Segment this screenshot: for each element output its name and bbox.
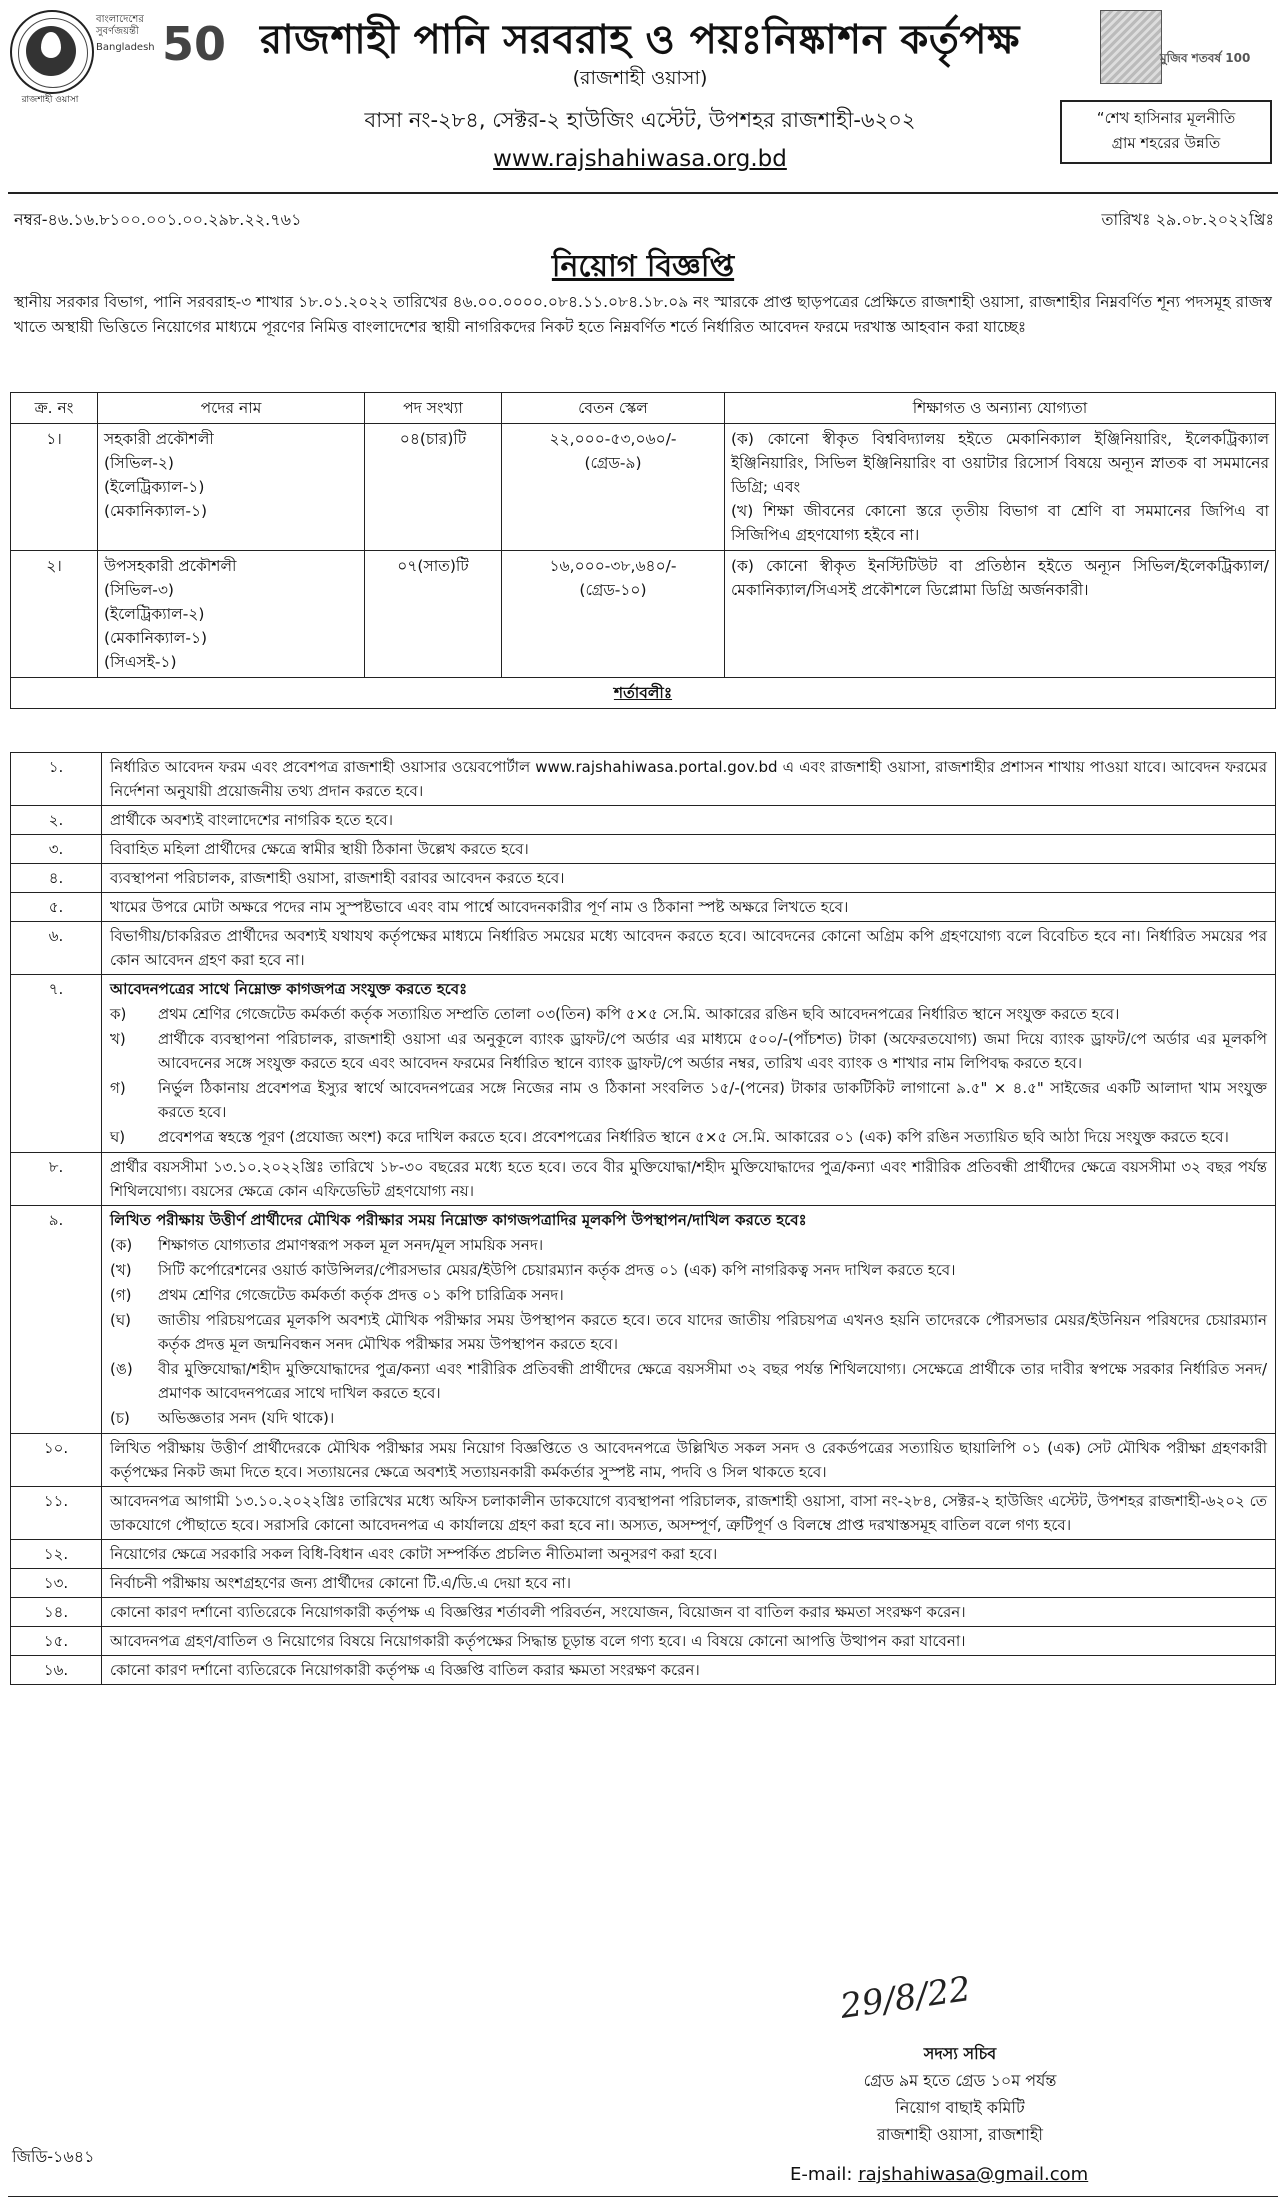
condition-text: নির্ধারিত আবেদন ফরম এবং প্রবেশপত্র রাজশাহী ওয়াসার ওয়েবপোর্টাল www.rajshahiwasa.portal.gov.bd এ এবং রাজশাহী ওয়াসা, রাজশাহীর প্রশাসন শাখায় পাওয়া যাবে। আবেদন ফরমের নির্দেশনা অনুযায়ী প্রয়োজনীয় তথ্য প্রদান করতে হবে। — [110, 758, 1267, 800]
sub-item-label: (গ) — [110, 1286, 132, 1304]
conditions-table — [10, 752, 1276, 1685]
header-divider — [8, 192, 1278, 194]
condition-row — [11, 1434, 1276, 1487]
page-bottom-border — [8, 2196, 1278, 2197]
table-row — [11, 424, 1276, 551]
condition-sub-item — [110, 1076, 1267, 1124]
condition-sub-item — [110, 1125, 1267, 1149]
post-sub: (মেকানিক্যাল-১) — [104, 629, 208, 647]
grade: (গ্রেড-১০) — [579, 581, 647, 599]
post-name: উপসহকারী প্রকৌশলী — [104, 557, 237, 575]
condition-text: কোনো কারণ দর্শানো ব্যতিরেকে নিয়োগকারী কর্তৃপক্ষ এ বিজ্ঞপ্তির শর্তাবলী পরিবর্তন, সংযোজন, বিয়োজন বা বাতিল করার ক্ষমতা সংরক্ষণ করেন। — [110, 1603, 966, 1621]
sub-item-text: সিটি কর্পোরেশনের ওয়ার্ড কাউন্সিলর/পৌরসভার মেয়র/ইউপি চেয়ারম্যান কর্তৃক প্রদত্ত ০১ (এক) কপি নাগরিকত্ব সনদ দাখিল করতে হবে। — [158, 1261, 956, 1279]
condition-number: ১৫. — [11, 1627, 102, 1656]
post-sub: (মেকানিক্যাল-১) — [104, 502, 208, 520]
condition-sub-item — [110, 1233, 1267, 1257]
condition-sub-item — [110, 1002, 1267, 1026]
post-sub: (সিভিল-২) — [104, 454, 174, 472]
sub-item-label: ক) — [110, 1005, 127, 1023]
condition-row — [11, 1487, 1276, 1540]
sub-item-label: (ঙ) — [110, 1360, 133, 1378]
col-post-count: পদ সংখ্যা — [365, 393, 502, 424]
condition-row — [11, 1656, 1276, 1685]
condition-row — [11, 975, 1276, 1153]
condition-row — [11, 753, 1276, 806]
condition-sub-item — [110, 1406, 1267, 1430]
org-name: রাজশাহী পানি সরবরাহ ও পয়ঃনিষ্কাশন কর্তৃপক্ষ — [260, 17, 1020, 63]
post-name: সহকারী প্রকৌশলী — [104, 430, 214, 448]
jubilee-number: 50 — [162, 17, 227, 71]
org-address: বাসা নং-২৮৪, সেক্টর-২ হাউজিং এস্টেট, উপশহর রাজশাহী-৬২০২ — [364, 108, 916, 132]
condition-cell — [102, 1598, 1276, 1627]
gd-number: জিডি-১৬৪১ — [12, 2147, 95, 2166]
conditions-body — [11, 753, 1276, 1685]
condition-row — [11, 835, 1276, 864]
sub-item-label: (ঘ) — [110, 1311, 131, 1329]
condition-number: ১০. — [11, 1434, 102, 1487]
condition-text: প্রার্থীকে অবশ্যই বাংলাদেশের নাগরিক হতে হবে। — [110, 811, 393, 829]
intro-paragraph: স্থানীয় সরকার বিভাগ, পানি সরবরাহ-৩ শাখার ১৮.০১.২০২২ তারিখের ৪৬.০০.০০০০.০৮৪.১১.০৮৪.১৮.০৯ নং স্মারকে প্রাপ্ত ছাড়পত্রের প্রেক্ষিতে রাজশাহী ওয়াসা, রাজশাহীর নিম্নবর্ণিত শূন্য পদসমূহ রাজস্ব খাতে অস্থায়ী ভিত্তিতে নিয়োগের মাধ্যমে পূরণের নিমিত্ত বাংলাদেশের স্থায়ী নাগরিকদের নিকট হতে নিম্নবর্ণিত শর্তে নির্ধারিত আবেদন ফরমে দরখাস্ত আহবান করা যাচ্ছেঃ — [14, 293, 1272, 336]
condition-number: ৪. — [11, 864, 102, 893]
condition-cell — [102, 835, 1276, 864]
row-sl: ২। — [11, 551, 98, 678]
condition-cell — [102, 1206, 1276, 1434]
condition-sub-item — [110, 1308, 1267, 1356]
condition-number: ৬. — [11, 922, 102, 975]
qualification-cell — [725, 424, 1276, 551]
sub-item-text: জাতীয় পরিচয়পত্রের মূলকপি অবশ্যই মৌখিক পরীক্ষার সময় উপস্থাপন করতে হবে। তবে যাদের জাতীয় পরিচয়পত্র এখনও হয়নি তাদেরকে পৌরসভার মেয়র/ইউনিয়ন পরিষদের চেয়ারম্যান কর্তৃক প্রদত্ত মূল জন্মনিবন্ধন সনদ মৌখিক পরীক্ষার সময় উপস্থাপন করতে হবে। — [158, 1311, 1268, 1353]
condition-row — [11, 1206, 1276, 1434]
col-sl: ক্র. নং — [11, 393, 98, 424]
post-count: ০৪(চার)টি — [365, 424, 502, 551]
condition-sub-item — [110, 1357, 1267, 1405]
post-sub: (সিএসই-১) — [104, 653, 177, 671]
condition-sub-item — [110, 1027, 1267, 1075]
sub-item-text: প্রবেশপত্র স্বহস্তে পূরণ (প্রযোজ্য অংশ) করে দাখিল করতে হবে। প্রবেশপত্রের নির্ধারিত স্থানে ৫×৫ সে.মি. আকারের ০১ (এক) কপি রঙিন সত্যায়িত ছবি আঠা দিয়ে সংযুক্ত করতে হবে। — [158, 1128, 1229, 1146]
condition-sub-item — [110, 1258, 1267, 1282]
condition-cell — [102, 806, 1276, 835]
condition-text: ব্যবস্থাপনা পরিচালক, রাজশাহী ওয়াসা, রাজশাহী বরাবর আবেদন করতে হবে। — [110, 869, 565, 887]
signatory-line-1: গ্রেড ৯ম হতে গ্রেড ১০ম পর্যন্ত — [863, 2071, 1057, 2090]
post-name-cell — [98, 424, 365, 551]
qualification-item: (খ) শিক্ষা জীবনের কোনো স্তরে তৃতীয় বিভাগ বা শ্রেণি বা সমমানের জিপিএ বা সিজিপিএ গ্রহণযোগ্য হইবে না। — [731, 502, 1269, 544]
condition-row — [11, 1598, 1276, 1627]
condition-row — [11, 1540, 1276, 1569]
conditions-title: শর্তাবলীঃ — [11, 678, 1276, 709]
pay-scale: ১৬,০০০-৩৮,৬৪০/- — [549, 557, 677, 575]
jubilee-caption: বাংলাদেশের সুবর্ণজয়ন্তী — [96, 14, 144, 37]
condition-number: ১. — [11, 753, 102, 806]
condition-text: বিভাগীয়/চাকরিরত প্রার্থীদের অবশ্যই যথাযথ কর্তৃপক্ষের মাধ্যমে নির্ধারিত সময়ের মধ্যে আবেদন করতে হবে। আবেদনের কোনো অগ্রিম কপি গ্রহণযোগ্য বলে বিবেচিত হবে না। নির্ধারিত সময়ের পর কোন আবেদন গ্রহণ করা হবে না। — [110, 927, 1267, 969]
post-sub: (ইলেট্রিক্যাল-১) — [104, 478, 205, 496]
sub-item-label: (চ) — [110, 1409, 130, 1427]
condition-number: ৯. — [11, 1206, 102, 1434]
org-website[interactable]: www.rajshahiwasa.org.bd — [493, 146, 787, 172]
condition-cell — [102, 1487, 1276, 1540]
condition-number: ১৪. — [11, 1598, 102, 1627]
condition-text: লিখিত পরীক্ষায় উত্তীর্ণ প্রার্থীদের মৌখিক পরীক্ষার সময় নিম্নোক্ত কাগজপত্রাদির মূলকপি উপস্থাপন/দাখিল করতে হবেঃ — [110, 1211, 807, 1229]
conditions-title-row — [11, 678, 1276, 709]
condition-cell — [102, 1153, 1276, 1206]
condition-text: প্রার্থীর বয়সসীমা ১৩.১০.২০২২খ্রিঃ তারিখে ১৮-৩০ বছরের মধ্যে হতে হবে। তবে বীর মুক্তিযোদ্ধা/শহীদ মুক্তিযোদ্ধাদের পুত্র/কন্যা এবং শারীরিক প্রতিবন্ধী প্রার্থীদের ক্ষেত্রে বয়সসীমা ৩২ বছর পর্যন্ত শিথিলযোগ্য। বয়সের ক্ষেত্রে কোন এফিডেভিট গ্রহণযোগ্য নয়। — [110, 1158, 1267, 1200]
condition-cell — [102, 1627, 1276, 1656]
condition-text: বিবাহিত মহিলা প্রার্থীদের ক্ষেত্রে স্বামীর স্থায়ী ঠিকানা উল্লেখ করতে হবে। — [110, 840, 529, 858]
sub-item-text: প্রার্থীকে ব্যবস্থাপনা পরিচালক, রাজশাহী ওয়াসা এর অনুকূলে ব্যাংক ড্রাফট/পে অর্ডার এর মাধ্যমে ৫০০/-(পাঁচশত) টাকা (অফেরতযোগ্য) জমা দিয়ে ব্যাংক ড্রাফট/পে অর্ডার এর মূলকপি আবেদনের সঙ্গে সংযুক্ত করতে হবে এবং আবেদন ফরমের নির্ধারিত স্থানে ব্যাংক ড্রাফট/পে অর্ডার নম্বর, তারিখ এবং ব্যাংক ও শাখার নাম লিপিবদ্ধ করতে হবে। — [158, 1030, 1267, 1072]
condition-number: ৫. — [11, 893, 102, 922]
condition-row — [11, 922, 1276, 975]
col-qualification: শিক্ষাগত ও অন্যান্য যোগ্যতা — [725, 393, 1276, 424]
post-count: ০৭(সাত)টি — [365, 551, 502, 678]
condition-cell — [102, 975, 1276, 1153]
condition-text: আবেদনপত্র আগামী ১৩.১০.২০২২খ্রিঃ তারিখের মধ্যে অফিস চলাকালীন ডাকযোগে ব্যবস্থাপনা পরিচালক, রাজশাহী ওয়াসা, বাসা নং-২৮৪, সেক্টর-২ হাউজিং এস্টেট, উপশহর রাজশাহী-৬২০২ তে ডাকযোগে পৌছাতে হবে। সরাসরি কোনো আবেদনপত্র এ কার্যালয়ে গ্রহণ করা হবে না। অস্যত, অসম্পূর্ণ, ত্রুটিপূর্ণ ও বিলম্বে প্রাপ্ত দরখাস্তসমূহ বাতিল বলে গণ্য হবে। — [110, 1492, 1267, 1534]
slogan-line-2: গ্রাম শহরের উন্নতি — [1111, 134, 1221, 152]
post-sub: (সিভিল-৩) — [104, 581, 174, 599]
condition-text: লিখিত পরীক্ষায় উত্তীর্ণ প্রার্থীদেরকে মৌখিক পরীক্ষার সময় নিয়োগ বিজ্ঞপ্তিতে ও আবেদনপত্রে উল্লিখিত সকল সনদ ও রেকর্ডপত্রের সত্যায়িত ছায়ালিপি ০১ (এক) সেট মৌখিক পরীক্ষা গ্রহণকারী কর্তৃপক্ষের নিকট জমা দিতে হবে। সত্যায়নের ক্ষেত্রে অবশ্যই সত্যায়নকারী কর্মকর্তার সুস্পষ্ট নাম, পদবি ও সিল থাকতে হবে। — [110, 1439, 1267, 1481]
condition-number: ১৬. — [11, 1656, 102, 1685]
condition-number: ১২. — [11, 1540, 102, 1569]
condition-row — [11, 1627, 1276, 1656]
qualification-item: (ক) কোনো স্বীকৃত বিশ্ববিদ্যালয় হইতে মেকানিক্যাল ইঞ্জিনিয়ারিং, ইলেকট্রিক্যাল ইঞ্জিনিয়ারিং, সিভিল ইঞ্জিনিয়ারিং বা ওয়াটার রিসোর্স বিষয়ে অন্যূন স্নাতক বা সমমানের ডিগ্রি; এবং — [731, 430, 1269, 496]
slogan-line-1: “শেখ হাসিনার মূলনীতি — [1096, 109, 1236, 127]
condition-number: ৩. — [11, 835, 102, 864]
table-row — [11, 551, 1276, 678]
condition-text: আবেদনপত্রের সাথে নিম্নোক্ত কাগজপত্র সংযুক্ত করতে হবেঃ — [110, 980, 468, 998]
posts-header-row — [11, 393, 1276, 424]
condition-number: ৮. — [11, 1153, 102, 1206]
condition-number: ২. — [11, 806, 102, 835]
condition-cell — [102, 1656, 1276, 1685]
email-line — [790, 2164, 1088, 2185]
condition-text: কোনো কারণ দর্শানো ব্যতিরেকে নিয়োগকারী কর্তৃপক্ষ এ বিজ্ঞপ্তি বাতিল করার ক্ষমতা সংরক্ষণ করেন। — [110, 1661, 700, 1679]
condition-row — [11, 893, 1276, 922]
condition-number: ৭. — [11, 975, 102, 1153]
sub-item-label: খ) — [110, 1030, 126, 1048]
condition-cell — [102, 1540, 1276, 1569]
wasa-logo-caption: রাজশাহী ওয়াসা — [21, 95, 79, 105]
condition-row — [11, 1153, 1276, 1206]
signatory-line-3: রাজশাহী ওয়াসা, রাজশাহী — [877, 2125, 1043, 2144]
email-link[interactable]: rajshahiwasa@gmail.com — [858, 2164, 1089, 2185]
condition-cell — [102, 864, 1276, 893]
condition-row — [11, 864, 1276, 893]
col-pay-scale: বেতন স্কেল — [502, 393, 725, 424]
post-name-cell — [98, 551, 365, 678]
golden-jubilee-logo — [96, 8, 246, 98]
sub-item-text: অভিজ্ঞতার সনদ (যদি থাকে)। — [158, 1409, 335, 1427]
signatory-line-2: নিয়োগ বাছাই কমিটি — [895, 2098, 1025, 2117]
signatory-title: সদস্য সচিব — [923, 2044, 997, 2063]
signature-block — [790, 2040, 1130, 2148]
condition-cell — [102, 1569, 1276, 1598]
row-sl: ১। — [11, 424, 98, 551]
sub-item-text: প্রথম শ্রেণির গেজেটেড কর্মকর্তা কর্তৃক প্রদত্ত ০১ কপি চারিত্রিক সনদ। — [158, 1286, 564, 1304]
condition-row — [11, 806, 1276, 835]
condition-cell — [102, 893, 1276, 922]
sub-item-text: বীর মুক্তিযোদ্ধা/শহীদ মুক্তিযোদ্ধাদের পুত্র/কন্যা এবং শারীরিক প্রতিবন্ধী প্রার্থীদের ক্ষেত্রে বয়সসীমা ৩২ বছর পর্যন্ত শিথিলযোগ্য। সেক্ষেত্রে প্রার্থীকে তার দাবীর স্বপক্ষে সরকার নির্ধারিত সনদ/প্রমাণক আবেদনপত্রের সাথে দাখিল করতে হবে। — [158, 1360, 1267, 1402]
sub-item-label: ঘ) — [110, 1128, 126, 1146]
qualification-item: (ক) কোনো স্বীকৃত ইনস্টিটিউট বা প্রতিষ্ঠান হইতে অন্যূন সিভিল/ইলেকট্রিক্যাল/মেকানিক্যাল/সিএসই প্রকৌশলে ডিপ্লোমা ডিগ্রি অর্জনকারী। — [731, 557, 1269, 599]
sub-item-label: গ) — [110, 1079, 126, 1097]
condition-number: ১৩. — [11, 1569, 102, 1598]
condition-row — [11, 1569, 1276, 1598]
sub-item-label: (খ) — [110, 1261, 132, 1279]
pay-scale-cell — [502, 551, 725, 678]
notice-date: তারিখঃ ২৯.০৮.২০২২খ্রিঃ — [1101, 210, 1274, 229]
portrait-image — [1100, 10, 1162, 84]
pay-scale: ২২,০০০-৫৩,০৬০/- — [549, 430, 677, 448]
slogan-box — [1060, 100, 1272, 164]
condition-text: নিয়োগের ক্ষেত্রে সরকারি সকল বিধি-বিধান এবং কোটা সম্পর্কিত প্রচলিত নীতিমালা অনুসরণ করা হবে। — [110, 1545, 718, 1563]
condition-number: ১১. — [11, 1487, 102, 1540]
email-label: E-mail: — [790, 2164, 853, 2185]
condition-cell — [102, 922, 1276, 975]
condition-text: নির্বাচনী পরীক্ষায় অংশগ্রহণের জন্য প্রার্থীদের কোনো টি.এ/ডি.এ দেয়া হবে না। — [110, 1574, 572, 1592]
org-short-name: (রাজশাহী ওয়াসা) — [572, 67, 708, 89]
jubilee-country: Bangladesh — [96, 42, 155, 53]
col-post-name: পদের নাম — [98, 393, 365, 424]
condition-cell — [102, 1434, 1276, 1487]
sub-item-text: শিক্ষাগত যোগ্যতার প্রমাণস্বরূপ সকল মূল সনদ/মূল সাময়িক সনদ। — [158, 1236, 544, 1254]
posts-table — [10, 392, 1276, 709]
post-sub: (ইলেট্রিক্যাল-২) — [104, 605, 205, 623]
qualification-cell — [725, 551, 1276, 678]
sub-item-text: প্রথম শ্রেণির গেজেটেড কর্মকর্তা কর্তৃক সত্যায়িত সম্প্রতি তোলা ০৩(তিন) কপি ৫×৫ সে.মি. আকারের রঙিন ছবি আবেদনপত্রের নির্ধারিত স্থানে সংযুক্ত করতে হবে। — [158, 1005, 1120, 1023]
memo-number: নম্বর-৪৬.১৬.৮১০০.০০১.০০.২৯৮.২২.৭৬১ — [14, 210, 302, 229]
mujib-centenary-logo: মুজিব শতবর্ষ 100 — [1160, 51, 1251, 65]
condition-text: খামের উপরে মোটা অক্ষরে পদের নাম সুস্পষ্টভাবে এবং বাম পার্শ্বে আবেদনকারীর পূর্ণ নাম ও ঠিকানা স্পষ্ট অক্ষরে লিখতে হবে। — [110, 898, 849, 916]
condition-text: আবেদনপত্র গ্রহণ/বাতিল ও নিয়োগের বিষয়ে নিয়োগকারী কর্তৃপক্ষের সিদ্ধান্ত চূড়ান্ত বলে গণ্য হবে। এ বিষয়ে কোনো আপত্তি উত্থাপন করা যাবেনা। — [110, 1632, 966, 1650]
wasa-logo — [10, 10, 94, 94]
condition-cell — [102, 753, 1276, 806]
grade: (গ্রেড-৯) — [584, 454, 642, 472]
signature-scrawl: 29/8/22 — [837, 1969, 974, 2027]
sub-item-text: নির্ভুল ঠিকানায় প্রবেশপত্র ইস্যুর স্বার্থে আবেদনপত্রের সঙ্গে নিজের নাম ও ঠিকানা সংবলিত ১৫/-(পনের) টাকার ডাকটিকিট লাগানো ৯.৫" × ৪.৫" সাইজের একটি আলাদা খাম সংযুক্ত করতে হবে। — [158, 1079, 1267, 1121]
condition-sub-item — [110, 1283, 1267, 1307]
notice-title: নিয়োগ বিজ্ঞপ্তি — [551, 249, 735, 284]
sub-item-label: (ক) — [110, 1236, 133, 1254]
pay-scale-cell — [502, 424, 725, 551]
